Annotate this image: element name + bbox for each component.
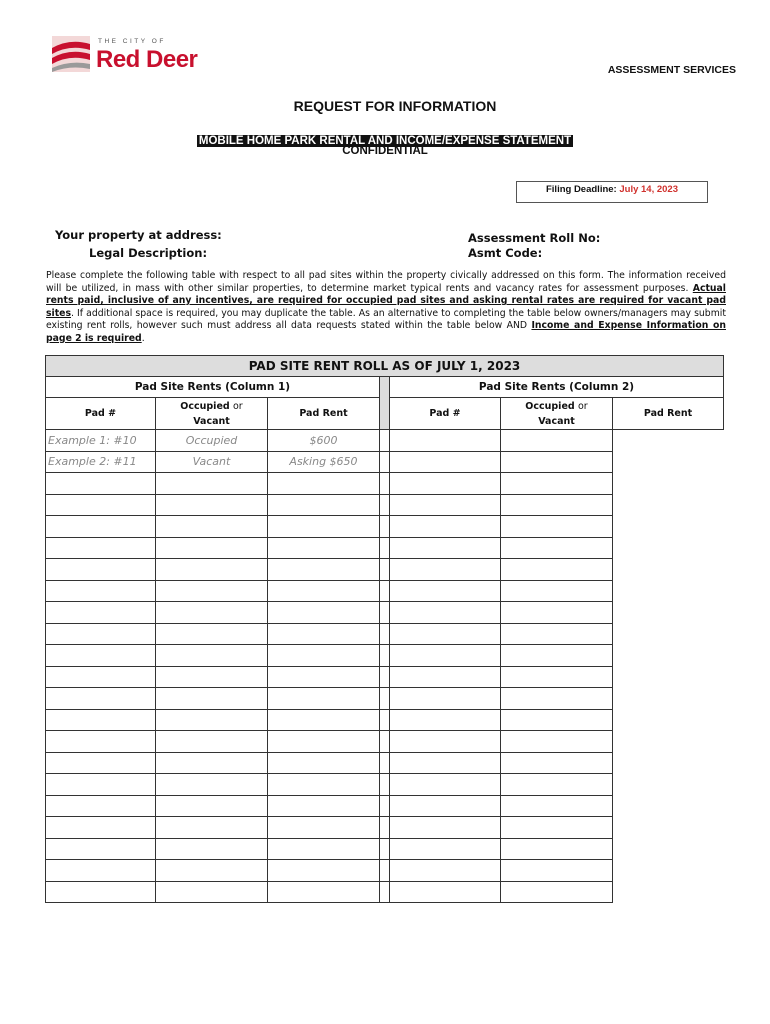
filing-deadline-box	[516, 181, 708, 203]
status-cell[interactable]	[156, 731, 268, 753]
rent-cell[interactable]	[268, 881, 380, 903]
status-cell[interactable]	[390, 451, 501, 473]
pad-cell[interactable]	[380, 860, 390, 882]
header-vacant-2: Vacant	[538, 415, 575, 427]
rent-cell[interactable]	[501, 430, 613, 452]
rent-cell[interactable]	[501, 774, 613, 796]
pad-cell[interactable]	[380, 817, 390, 839]
header-rent-1: Pad Rent	[268, 398, 380, 430]
pad-cell[interactable]	[380, 494, 390, 516]
status-cell[interactable]	[390, 666, 501, 688]
example-2-status[interactable]: Vacant	[156, 451, 268, 473]
example-1-rent[interactable]: $600	[268, 430, 380, 452]
deadline-label: Filing Deadline:	[545, 184, 617, 195]
rent-cell[interactable]	[501, 666, 613, 688]
pad-cell[interactable]	[46, 559, 156, 581]
pad-cell[interactable]	[46, 881, 156, 903]
instructions-part-5: .	[141, 332, 145, 344]
pad-cell[interactable]	[46, 516, 156, 538]
instructions-paragraph	[46, 270, 726, 346]
status-cell[interactable]	[390, 559, 501, 581]
table-row	[46, 645, 724, 667]
status-cell[interactable]	[390, 430, 501, 452]
status-cell[interactable]	[156, 494, 268, 516]
rent-cell[interactable]	[501, 709, 613, 731]
rent-cell[interactable]	[501, 688, 613, 710]
status-cell[interactable]	[156, 559, 268, 581]
status-cell[interactable]	[390, 623, 501, 645]
table-row	[46, 860, 724, 882]
pad-cell[interactable]	[380, 774, 390, 796]
status-cell[interactable]	[156, 881, 268, 903]
pad-cell[interactable]	[380, 602, 390, 624]
rent-cell[interactable]	[501, 752, 613, 774]
status-cell[interactable]	[156, 795, 268, 817]
status-cell[interactable]	[156, 774, 268, 796]
rent-cell[interactable]	[268, 580, 380, 602]
rent-cell[interactable]	[501, 860, 613, 882]
rent-cell[interactable]	[268, 709, 380, 731]
rent-cell[interactable]	[501, 516, 613, 538]
rent-cell[interactable]	[268, 602, 380, 624]
rent-cell[interactable]	[268, 473, 380, 495]
rent-cell[interactable]	[268, 752, 380, 774]
pad-cell[interactable]	[46, 838, 156, 860]
rent-cell[interactable]	[268, 559, 380, 581]
pad-cell[interactable]	[46, 688, 156, 710]
table-row	[46, 623, 724, 645]
table-row	[46, 430, 724, 452]
table-row	[46, 666, 724, 688]
pad-cell[interactable]	[380, 580, 390, 602]
status-cell[interactable]	[390, 537, 501, 559]
table-row	[46, 774, 724, 796]
rent-cell[interactable]	[501, 838, 613, 860]
pad-cell[interactable]	[380, 666, 390, 688]
table-row	[46, 752, 724, 774]
pad-cell[interactable]	[46, 473, 156, 495]
pad-cell[interactable]	[380, 559, 390, 581]
status-cell[interactable]	[156, 516, 268, 538]
header-rent-2: Pad Rent	[613, 398, 724, 430]
pad-cell[interactable]	[46, 795, 156, 817]
column-1-title: Pad Site Rents (Column 1)	[46, 377, 380, 398]
status-cell[interactable]	[390, 881, 501, 903]
header-occupied-1: Occupied	[180, 400, 230, 412]
status-cell[interactable]	[390, 752, 501, 774]
pad-cell[interactable]	[380, 516, 390, 538]
pad-cell[interactable]	[46, 666, 156, 688]
status-cell[interactable]	[156, 838, 268, 860]
rent-cell[interactable]	[501, 580, 613, 602]
column-separator	[380, 377, 390, 430]
table-row	[46, 688, 724, 710]
confidential-label: CONFIDENTIAL	[342, 145, 428, 157]
status-cell[interactable]	[390, 494, 501, 516]
table-row	[46, 817, 724, 839]
pad-cell[interactable]	[380, 623, 390, 645]
rent-cell[interactable]	[268, 516, 380, 538]
instructions-part-3: . If additional space is required, you may duplicate the table. As an alternative to completing the table below owners/managers may submit existing rent rolls, however such must address all data requests stated within the table below AND	[46, 307, 726, 332]
department-label: ASSESSMENT SERVICES	[607, 64, 736, 76]
status-cell[interactable]	[156, 645, 268, 667]
pad-cell[interactable]	[380, 645, 390, 667]
header-or-2: or	[578, 400, 588, 412]
example-2-pad[interactable]: Example 2: #11	[46, 451, 156, 473]
example-2-rent[interactable]: Asking $650	[268, 451, 380, 473]
pad-cell[interactable]	[46, 709, 156, 731]
rent-cell[interactable]	[268, 688, 380, 710]
rent-cell[interactable]	[501, 881, 613, 903]
table-row	[46, 731, 724, 753]
pad-cell[interactable]	[380, 430, 390, 452]
pad-cell[interactable]	[380, 731, 390, 753]
table-row	[46, 580, 724, 602]
rent-cell[interactable]	[268, 666, 380, 688]
header-vacant-1: Vacant	[193, 415, 230, 427]
table-row	[46, 451, 724, 473]
status-cell[interactable]	[156, 537, 268, 559]
status-cell[interactable]	[390, 688, 501, 710]
pad-cell[interactable]	[46, 752, 156, 774]
rent-cell[interactable]	[268, 817, 380, 839]
example-1-pad[interactable]: Example 1: #10	[46, 430, 156, 452]
pad-cell[interactable]	[46, 860, 156, 882]
rent-cell[interactable]	[268, 860, 380, 882]
header-pad-1: Pad #	[46, 398, 156, 430]
instructions-part-4: Income and Expense Information on page 2 is required	[46, 320, 726, 344]
rent-cell[interactable]	[268, 537, 380, 559]
status-cell[interactable]	[390, 817, 501, 839]
property-address-label: Your property at address:	[55, 228, 222, 242]
status-cell[interactable]	[390, 516, 501, 538]
header-pad-2: Pad #	[390, 398, 501, 430]
pad-cell[interactable]	[46, 494, 156, 516]
status-cell[interactable]	[390, 602, 501, 624]
rent-roll-table	[45, 355, 724, 903]
page-title: REQUEST FOR INFORMATION	[293, 98, 497, 114]
table-row	[46, 516, 724, 538]
pad-cell[interactable]	[380, 752, 390, 774]
status-cell[interactable]	[390, 709, 501, 731]
pad-cell[interactable]	[380, 838, 390, 860]
column-2-title: Pad Site Rents (Column 2)	[390, 377, 724, 398]
table-row	[46, 881, 724, 903]
rent-cell[interactable]	[268, 774, 380, 796]
pad-cell[interactable]	[380, 537, 390, 559]
rent-cell[interactable]	[501, 645, 613, 667]
instructions-part-1: Please complete the following table with respect to all pad sites within the property civically addressed on this form. The information received will be utilized, in mass with other similar properties, to determine market typical rents and vacancy rates for assessment purposes.	[46, 270, 726, 294]
pad-cell[interactable]	[380, 795, 390, 817]
status-cell[interactable]	[390, 795, 501, 817]
table-row	[46, 709, 724, 731]
status-cell[interactable]	[156, 666, 268, 688]
status-cell[interactable]	[390, 580, 501, 602]
status-cell[interactable]	[156, 709, 268, 731]
pad-cell[interactable]	[380, 473, 390, 495]
rent-cell[interactable]	[268, 494, 380, 516]
rent-cell[interactable]	[268, 623, 380, 645]
pad-cell[interactable]	[46, 774, 156, 796]
rent-cell[interactable]	[268, 838, 380, 860]
logo-name-text: Red Deer	[96, 46, 198, 73]
rent-cell[interactable]	[501, 731, 613, 753]
rent-cell[interactable]	[268, 795, 380, 817]
header-status-1	[156, 398, 268, 430]
status-cell[interactable]	[156, 752, 268, 774]
example-1-status[interactable]: Occupied	[156, 430, 268, 452]
pad-cell[interactable]	[46, 537, 156, 559]
rent-cell[interactable]	[501, 602, 613, 624]
pad-cell[interactable]	[46, 817, 156, 839]
deadline-date: July 14, 2023	[619, 184, 678, 195]
status-cell[interactable]	[156, 860, 268, 882]
table-row	[46, 559, 724, 581]
rent-cell[interactable]	[501, 795, 613, 817]
form-subtitle: MOBILE HOME PARK RENTAL AND INCOME/EXPENSE STATEMENT	[198, 135, 572, 147]
rent-roll-title: PAD SITE RENT ROLL AS OF JULY 1, 2023	[46, 356, 724, 377]
status-cell[interactable]	[156, 817, 268, 839]
pad-cell[interactable]	[46, 731, 156, 753]
assessment-roll-label: Assessment Roll No:	[468, 231, 601, 245]
status-cell[interactable]	[156, 602, 268, 624]
rent-cell[interactable]	[268, 645, 380, 667]
instructions-part-2: Actual rents paid, inclusive of any incentives, are required for occupied pad sites and asking rental rates are required for vacant pad sites	[46, 282, 726, 319]
red-deer-logo-icon	[50, 34, 92, 74]
status-cell[interactable]	[156, 473, 268, 495]
header-status-2	[501, 398, 613, 430]
rent-cell[interactable]	[501, 623, 613, 645]
pad-cell[interactable]	[380, 451, 390, 473]
rent-cell[interactable]	[501, 473, 613, 495]
pad-cell[interactable]	[380, 688, 390, 710]
header-or-1: or	[233, 400, 243, 412]
table-row	[46, 537, 724, 559]
status-cell[interactable]	[390, 731, 501, 753]
pad-cell[interactable]	[46, 580, 156, 602]
status-cell[interactable]	[156, 580, 268, 602]
rent-cell[interactable]	[268, 731, 380, 753]
status-cell[interactable]	[390, 774, 501, 796]
asmt-code-label: Asmt Code:	[468, 246, 543, 260]
legal-description-label: Legal Description:	[89, 246, 208, 260]
status-cell[interactable]	[390, 645, 501, 667]
pad-cell[interactable]	[46, 645, 156, 667]
rent-cell[interactable]	[501, 451, 613, 473]
pad-cell[interactable]	[46, 623, 156, 645]
rent-cell[interactable]	[501, 494, 613, 516]
table-row	[46, 838, 724, 860]
header-occupied-2: Occupied	[525, 400, 575, 412]
status-cell[interactable]	[390, 473, 501, 495]
rent-cell[interactable]	[501, 537, 613, 559]
status-cell[interactable]	[390, 838, 501, 860]
table-row	[46, 494, 724, 516]
rent-cell[interactable]	[501, 817, 613, 839]
pad-cell[interactable]	[46, 602, 156, 624]
table-row	[46, 602, 724, 624]
pad-cell[interactable]	[380, 709, 390, 731]
status-cell[interactable]	[156, 623, 268, 645]
rent-cell[interactable]	[501, 559, 613, 581]
logo-city-text: THE CITY OF	[98, 38, 166, 45]
city-logo	[50, 34, 230, 76]
table-row	[46, 795, 724, 817]
status-cell[interactable]	[156, 688, 268, 710]
table-row	[46, 473, 724, 495]
status-cell[interactable]	[390, 860, 501, 882]
pad-cell[interactable]	[380, 881, 390, 903]
